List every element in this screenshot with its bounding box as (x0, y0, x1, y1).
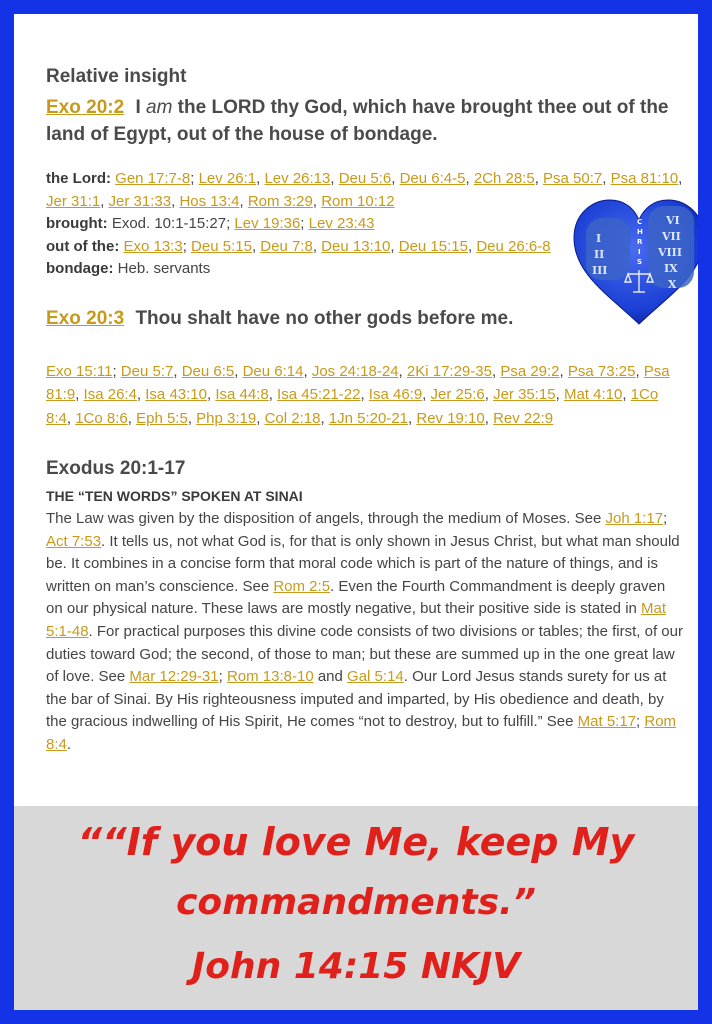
vertical-letter: S (637, 258, 643, 266)
scripture-link[interactable]: Jos 24:18-24 (311, 362, 399, 380)
separator: ; (190, 170, 199, 187)
separator: , (256, 409, 265, 427)
scripture-link[interactable]: Rev 19:10 (416, 409, 485, 427)
commentary-title: Exodus 20:1-17 (46, 458, 186, 479)
separator: , (303, 362, 312, 380)
note-ref-list (234, 215, 374, 232)
scripture-link[interactable]: Rom 3:29 (247, 192, 313, 210)
separator: , (136, 386, 146, 403)
note-text: Exod. 10:1-15:27; (111, 215, 231, 232)
scripture-link[interactable]: Mar 12:29-31 (129, 668, 219, 686)
verse-exo-20-2 (46, 94, 686, 148)
scripture-link[interactable]: Gen 17:7-8 (115, 170, 191, 187)
separator: , (484, 409, 494, 427)
separator: , (484, 386, 494, 403)
scripture-link[interactable]: Deu 5:6 (338, 170, 392, 187)
scripture-link[interactable]: Hos 13:4 (179, 192, 240, 210)
scripture-link[interactable]: 1Co 8:6 (75, 409, 128, 427)
tablet-left-numeral: III (592, 264, 608, 277)
quote-line-2: commandments.” (176, 882, 536, 923)
scripture-link[interactable]: Psa 81:9 (46, 362, 670, 403)
scripture-link[interactable]: Deu 13:10 (321, 237, 391, 255)
scripture-link[interactable]: Deu 6:4-5 (399, 170, 466, 187)
tablet-right-numeral: X (668, 278, 677, 291)
scripture-link[interactable]: Deu 5:15 (191, 237, 252, 255)
scripture-link[interactable]: 1Jn 5:20-21 (328, 409, 409, 427)
relative-insight-heading: Relative insight (46, 66, 187, 87)
separator: ; (636, 713, 645, 731)
scripture-link[interactable]: Exo 15:11 (46, 362, 113, 380)
verse-text-pre: I (135, 97, 146, 118)
separator: , (467, 237, 477, 255)
separator: , (187, 409, 197, 427)
separator: , (312, 237, 322, 255)
scripture-link[interactable]: Isa 44:8 (215, 386, 269, 403)
separator: ; (218, 668, 227, 686)
commentary-text: . For practical purposes this divine code consists of two divisions or tables; the first, of our duties toward God; the second, of those to man; but these are summed up in the one great law of love. See (46, 622, 683, 686)
scripture-link[interactable]: Isa 45:21-22 (277, 386, 361, 403)
separator: , (559, 362, 568, 380)
separator: , (465, 170, 474, 187)
note-label: out of the: (46, 237, 120, 255)
separator: , (100, 192, 109, 210)
commentary-subtitle: THE “TEN WORDS” SPOKEN AT SINAI (46, 488, 303, 504)
separator: , (320, 409, 329, 427)
vertical-letter: H (637, 228, 643, 236)
tablet-right-numeral: VIII (658, 246, 682, 259)
separator: , (635, 362, 644, 380)
scripture-link[interactable]: Mat 5:17 (577, 713, 637, 731)
note-label: bondage: (46, 260, 114, 277)
separator: , (312, 192, 322, 210)
separator: ; (182, 237, 192, 255)
separator: , (390, 237, 399, 255)
separator: , (206, 386, 216, 403)
scripture-link[interactable]: Act 7:53 (46, 532, 102, 550)
scripture-link[interactable]: Joh 1:17 (605, 510, 664, 527)
relative-insight-document (46, 66, 686, 757)
separator: , (173, 362, 182, 380)
separator: , (678, 170, 683, 187)
quote-line-3: John 14:15 NKJV (191, 946, 521, 987)
note-label: the Lord: (46, 170, 111, 187)
scripture-link[interactable]: Jer 35:15 (493, 386, 556, 403)
separator: , (491, 362, 501, 380)
separator: , (251, 237, 261, 255)
separator: and (313, 668, 348, 686)
note-ref-list (123, 238, 550, 255)
verse-text-em: am (146, 97, 173, 118)
separator: , (330, 170, 339, 187)
separator: , (622, 386, 631, 403)
heart-tablets-graphic (570, 196, 698, 328)
tablet-left-numeral: II (594, 248, 605, 261)
verse-text: Thou shalt have no other gods before me. (135, 307, 514, 329)
vertical-letter: C (637, 218, 643, 226)
scripture-link[interactable]: Jer 31:1 (46, 192, 101, 210)
separator: , (555, 386, 564, 403)
separator: ; (112, 362, 121, 380)
vertical-letter: I (638, 248, 641, 256)
vertical-letter: R (637, 238, 643, 246)
separator: , (256, 170, 265, 187)
tablet-right-numeral: IX (664, 262, 678, 275)
scripture-link[interactable]: Psa 29:2 (500, 362, 560, 380)
page (14, 14, 698, 1010)
separator: , (602, 170, 611, 187)
note-text: Heb. servants (117, 260, 211, 277)
separator: , (534, 170, 544, 187)
scripture-link[interactable]: Eph 5:5 (136, 409, 188, 427)
quote-banner (14, 806, 698, 1010)
separator: , (422, 386, 431, 403)
scripture-link[interactable]: Deu 5:7 (120, 362, 174, 380)
separator: , (239, 192, 248, 210)
scripture-link[interactable]: Col 2:18 (264, 409, 321, 427)
scripture-link[interactable]: Mat 5:1-48 (46, 600, 667, 640)
scripture-link[interactable]: Deu 6:5 (181, 362, 235, 380)
scripture-link[interactable]: Deu 26:6-8 (476, 237, 551, 255)
scripture-link[interactable]: 2Ch 28:5 (473, 170, 535, 187)
scripture-link[interactable]: Isa 43:10 (145, 386, 207, 403)
scripture-link[interactable]: Lev 26:13 (264, 170, 331, 187)
separator: , (171, 192, 180, 210)
scripture-link[interactable]: Isa 26:4 (83, 386, 137, 403)
verse-ref-link[interactable]: Exo 20:2 (46, 97, 125, 118)
separator: ; (663, 510, 668, 527)
separator: , (127, 409, 137, 427)
commentary-text: . It tells us, not what God is, for that is only shown in Jesus Christ, but what man should be. It combines in a concise form that moral code which is part of the nature of things, and is written on man’s conscience. See (46, 532, 680, 595)
commentary-text: . Our Lord Jesus stands surety for us at the bar of Sinai. By His righteousness imputed and imparted, by His obedience and death, by the gracious indwelling of His Spirit, He comes “not to destroy, but to fulfill.” See (46, 668, 667, 731)
scripture-link[interactable]: Rom 2:5 (273, 577, 331, 595)
scripture-link[interactable]: Rom 10:12 (321, 192, 395, 210)
tablet-right-numeral: VII (662, 230, 681, 243)
commentary-text: The Law was given by the disposition of angels, through the medium of Moses. See (46, 510, 606, 527)
scripture-link[interactable]: Mat 4:10 (563, 386, 623, 403)
scripture-link[interactable]: Rev 22:9 (493, 409, 554, 427)
scripture-link[interactable]: 2Ki 17:29-35 (406, 362, 492, 380)
separator: , (75, 386, 84, 403)
separator: , (391, 170, 400, 187)
scripture-link[interactable]: Isa 46:9 (368, 386, 423, 403)
scripture-link[interactable]: Lev 19:36 (234, 215, 301, 232)
scripture-link[interactable]: Php 3:19 (196, 409, 257, 427)
scripture-link[interactable]: Gal 5:14 (347, 668, 404, 686)
tablet-left-numeral: I (596, 232, 602, 245)
tablet-right-numeral: VI (666, 214, 680, 227)
scripture-link[interactable]: Psa 50:7 (543, 170, 603, 187)
separator: , (398, 362, 407, 380)
scripture-link[interactable]: Lev 23:43 (308, 215, 375, 232)
scripture-link[interactable]: Deu 6:14 (242, 362, 304, 380)
commentary-body (46, 508, 686, 757)
quote-line-1: ““If you love Me, keep My (77, 820, 635, 864)
scripture-link[interactable]: Deu 7:8 (260, 237, 313, 255)
scripture-link[interactable]: Lev 26:1 (198, 170, 257, 187)
separator: , (408, 409, 417, 427)
scripture-link[interactable]: Rom 8:4 (46, 713, 677, 753)
separator: , (268, 386, 278, 403)
scripture-link[interactable]: Deu 15:15 (398, 237, 468, 255)
scripture-link[interactable]: Exo 13:3 (123, 237, 183, 255)
scripture-link[interactable]: 1Co 8:4 (46, 386, 659, 427)
scripture-link[interactable]: Jer 25:6 (430, 386, 485, 403)
verse-ref-link[interactable]: Exo 20:3 (46, 307, 125, 329)
separator: , (234, 362, 243, 380)
scripture-link[interactable]: Psa 81:10 (610, 170, 679, 187)
scripture-link[interactable]: Jer 31:33 (108, 192, 172, 210)
commentary-text: . (66, 735, 72, 753)
commentary-text: . Even the Fourth Commandment is deeply graven on our physical nature. These laws are mostly negative, but their positive side is stated in (46, 577, 666, 618)
verse-2-ref-list (46, 360, 686, 431)
separator: , (360, 386, 369, 403)
separator: , (66, 409, 76, 427)
note-label: brought: (46, 215, 108, 232)
scripture-link[interactable]: Psa 73:25 (567, 362, 636, 380)
scripture-link[interactable]: Rom 13:8-10 (226, 668, 314, 686)
separator: ; (300, 215, 309, 232)
verse-text-post: the LORD thy God, which have brought thee out of the land of Egypt, out of the house of bondage. (46, 97, 669, 145)
